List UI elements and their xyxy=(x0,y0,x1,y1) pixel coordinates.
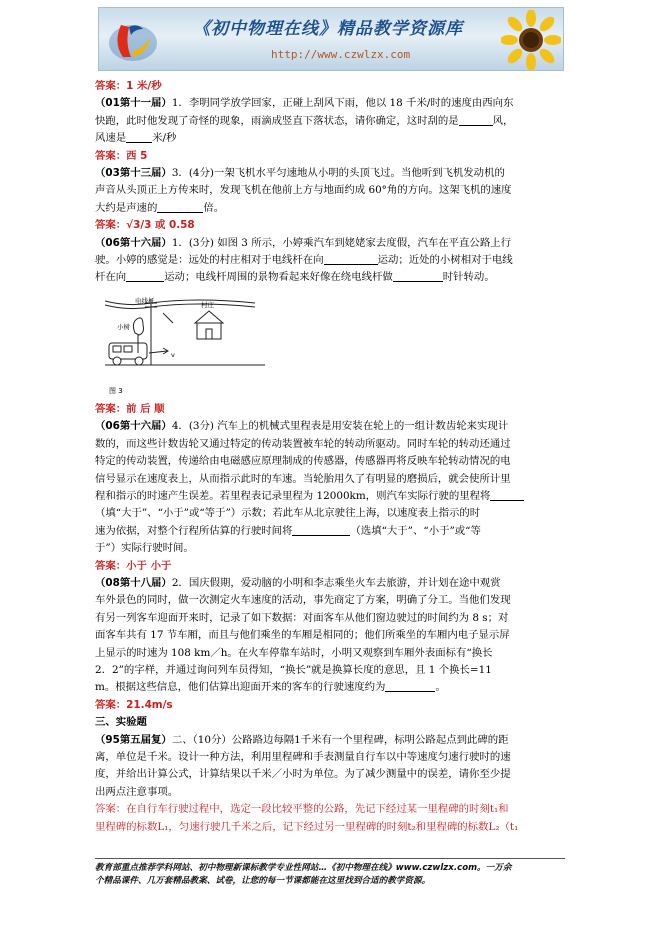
tree-label: 小树 xyxy=(117,322,130,331)
answer-line: 答案：西 5 xyxy=(95,149,148,162)
answer-line: 答案：1 米/秒 xyxy=(95,80,162,92)
car-scene-illustration xyxy=(105,293,265,397)
answer-blank xyxy=(459,114,493,126)
question-paragraph: （06第十六届）1．(3分) 如图 3 所示，小婷乘汽车到姥姥家去度假，汽车在平直公路上行 xyxy=(95,236,511,249)
answer-blank xyxy=(385,680,435,692)
figure-3 xyxy=(105,293,265,397)
page-footer xyxy=(95,862,565,888)
village-label: 村庄 xyxy=(201,300,214,309)
logo-icon xyxy=(103,13,163,67)
answer-blank xyxy=(490,489,524,501)
answer-blank xyxy=(393,270,443,282)
banner-title: 《初中物理在线》精品教学资源库 xyxy=(193,19,463,39)
answer-blank xyxy=(126,131,152,143)
question-paragraph: （01第十一届）1．李明同学放学回家，正碰上刮风下雨，他以 18 千米/时的速度由西向东 xyxy=(95,97,514,110)
footer-divider xyxy=(95,858,565,859)
footer-line: 教育部重点推荐学科网站、初中物理新课标教学专业性网站…《初中物理在线》www.czwlzx.com。一万余 xyxy=(95,863,512,873)
pole-label: 电线杆 xyxy=(135,296,155,305)
question-paragraph: （06第十六届）4．(3分) 汽车上的机械式里程表是用安装在轮上的一组计数齿轮来实现计 xyxy=(95,420,509,433)
figure-caption: 图 3 xyxy=(109,386,123,395)
question-paragraph: （95第五届复）二、（10分）公路路边每隔1千米有一个里程碑，标明公路起点到此碑的距 xyxy=(95,733,509,746)
sunflower-icon xyxy=(501,10,561,70)
footer-line: 个精品课件、几万套精品教案、试卷，让您的每一节课都能在这里找到合适的教学资源。 xyxy=(95,876,431,886)
answer-line: 答案：√3/3 或 0.58 xyxy=(95,219,195,232)
answer-line: 答案：在自行车行驶过程中，选定一段比较平整的公路，先记下经过某一里程碑的时刻t₁和 xyxy=(95,803,509,816)
answer-blank xyxy=(126,270,164,282)
answer-line: 里程碑的标数L₁，匀速行驶几千米之后，记下经过另一里程碑的时刻t₂和里程碑的标数L₂（t₁ xyxy=(95,820,519,833)
velocity-label: v xyxy=(171,350,175,359)
question-paragraph: （03第十三届）3．(4分)一架飞机水平匀速地从小明的头顶飞过。当他听到飞机发动机的 xyxy=(95,167,505,180)
banner-url[interactable]: http://www.czwlzx.com xyxy=(271,48,411,61)
answer-blank xyxy=(157,201,203,213)
answer-line: 答案：21.4m/s xyxy=(95,698,173,711)
answer-line: 答案：前 后 顺 xyxy=(95,402,165,415)
answer-line: 答案：小于 小于 xyxy=(95,559,172,572)
answer-blank xyxy=(324,253,378,265)
answer-blank xyxy=(292,524,350,536)
document-body: 答案：1 米/秒 （01第十一届）1．李明同学放学回家，正碰上刮风下雨，他以 18 千米/时的速度由西向东 快跑，此时他发现了奇怪的现象，雨滴成竖直下落状态，请你确定，这时刮的是 风， 风速是 米/秒 答案：西 5 （03第十三届）3．(4分)一架飞机水平匀速地从小明的头顶飞过。当他听到飞机发动机的 声音从头顶正上方传来时，发现飞机在他前上方与地面约成 60°角的方向。这架飞机的速度 大约是声速的 倍。 答案：√3/3 或 0.58 （06第十六届）1．(3分) 如图 3 所示，小婷乘汽车到姥姥家去度假，汽车在平直公路上行 驶。小婷的感觉是：远处的村庄相对于电线杆在向 运动；近处的小树相对于电线 杆在向 运动；电线杆周围的景物看起来好像在绕电线杆做 时针转动。 电线杆 村庄 小树 v 图 3 答案：前 后 顺 （06第十六届）4．(3分) 汽车上的机械式里程表是用安装在轮上的一组计数齿轮来实现计 数的，而这些计数齿轮又通过特定的传动装置被车轮的转动所驱动。同时车轮的转动还通过 特定的传动装置，传递给由电磁感应原理制成的传感器，传感器再将反映车轮转动情况的电 信号显示在速度表上，从而指示此时的车速。当轮胎用久了有明显的磨损后，就会使所计里 程和指示的时速产生误差。若里程表记录里程为 12000km，则汽车实际行驶的里程将 （填“大于”、“小于”或“等于”）示数；若此车从北京驶往上海，以速度表上指示的时 速为依据，对整个行程所估算的行驶时间将 （选填“大于”、“小于”或“等 于”）实际行驶时间。 答案：小于 小于 （08第十八届）2．国庆假期，爱动脑的小明和李志乘坐火车去旅游，并计划在途中观赏 车外景色的同时，做一次测定火车速度的活动，事先商定了方案，明确了分工。当他们发现 有另一列客车迎面开来时，记录了如下数据：对面客车从他们窗边驶过的时间约为 8 s；对 面客车共有 17 节车厢，而且与他们乘坐的车厢是相同的；他们所乘坐的车厢内电子显示屏 上显示的时速为 108 km／h。在火车停靠车站时，小明又观察到车厢外表面标有“换长 2．2”的字样，并通过询问列车员得知，“换长”就是换算长度的意思，且 1 个换长=11 m。根据这些信息，他们估算出迎面开来的客车的行驶速度约为 。 答案：21.4m/s 三、实验题 （95第五届复）二、（10分）公路路边每隔1千米有一个里程碑，标明公路起点到此碑的距 离，单位是千米。设计一种方法，利用里程碑和手表测量自行车以中等速度匀速行驶时的速 度，并给出计算公式，计算结果以千米／小时为单位。为了减少测量中的误差，请你至少提 出两点注意事项。 答案：在自行车行驶过程中，选定一段比较平整的公路，先记下经过某一里程碑的时刻t₁和 里程碑的标数L₁，匀速行驶几千米之后，记下经过另一里程碑的时刻t₂和里程碑的标数L₂（t₁ xyxy=(95,78,565,836)
question-paragraph: （08第十八届）2．国庆假期，爱动脑的小明和李志乘坐火车去旅游，并计划在途中观赏 xyxy=(95,576,501,589)
section-heading: 三、实验题 xyxy=(95,716,147,729)
site-banner xyxy=(98,7,564,71)
